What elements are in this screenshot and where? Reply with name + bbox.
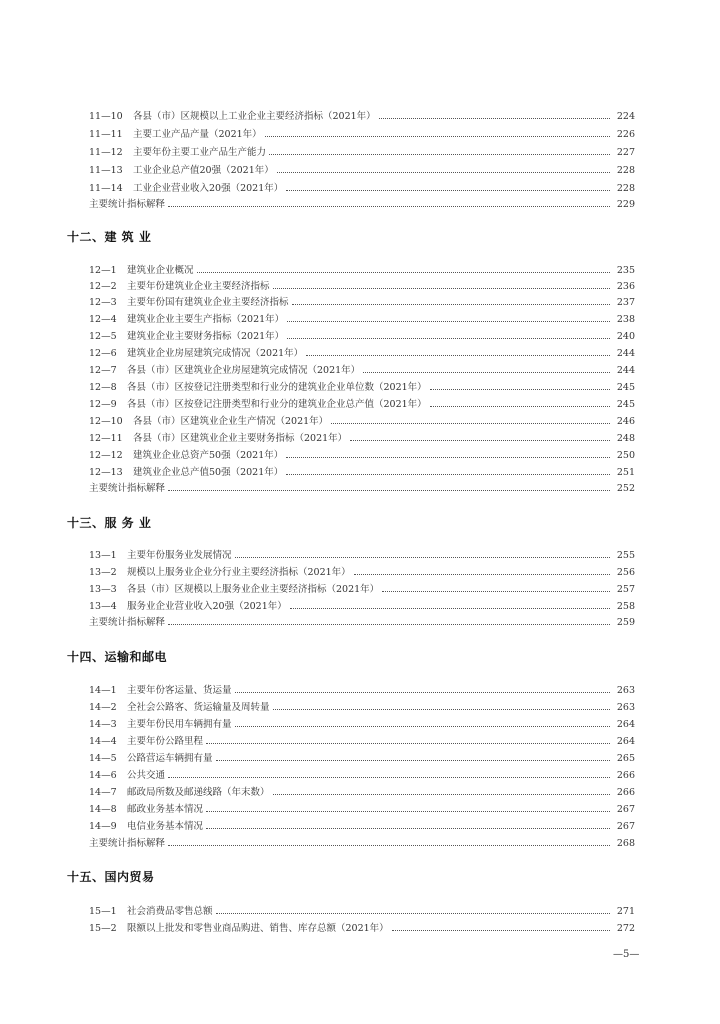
dot-leader (354, 574, 610, 575)
entry-title: 电信业务基本情况 (127, 821, 204, 832)
entry-number: 12—3 (89, 297, 117, 308)
section-heading[interactable]: 十五、国内贸易 (67, 870, 155, 884)
entry-title: 各县（市）区按登记注册类型和行业分的建筑业企业单位数（2021年） (127, 382, 427, 393)
entry-page: 228 (616, 183, 635, 194)
toc-entry-notes[interactable] (89, 833, 635, 849)
entry-number: 12—6 (89, 348, 117, 359)
entry-page: 237 (616, 297, 635, 308)
entry-number: 11—11 (89, 129, 123, 140)
entry-title: 规模以上服务业企业分行业主要经济指标（2021年） (127, 567, 351, 578)
entry-title: 各县（市）区规模以上服务业企业主要经济指标（2021年） (127, 584, 380, 595)
dot-leader (306, 355, 610, 356)
toc-entry[interactable] (89, 377, 635, 393)
entry-title: 主要工业产品产量（2021年） (133, 129, 262, 140)
dot-leader (392, 930, 610, 931)
entry-number: 11—10 (89, 111, 123, 122)
section-heading[interactable]: 十二、建 筑 业 (67, 230, 152, 244)
entry-page: 244 (616, 348, 635, 359)
entry-page: 250 (616, 450, 635, 461)
entry-number: 11—13 (89, 165, 123, 176)
entry-page: 245 (616, 382, 635, 393)
entry-page: 256 (616, 567, 635, 578)
entry-number: 11—12 (89, 147, 123, 158)
entry-number: 14—7 (89, 787, 117, 798)
dot-leader (206, 811, 610, 812)
toc-entry[interactable] (89, 697, 635, 713)
entry-number: 12—13 (89, 467, 123, 478)
entry-title: 建筑业企业总产值50强（2021年） (133, 467, 284, 478)
entry-title: 主要年份客运量、货运量 (127, 685, 232, 696)
entry-page: 268 (616, 838, 635, 849)
dot-leader (168, 777, 610, 778)
entry-number: 14—6 (89, 770, 117, 781)
entry-title: 社会消费品零售总额 (127, 906, 213, 917)
entry-page: 271 (616, 906, 635, 917)
entry-page: 235 (616, 265, 635, 276)
toc-entry[interactable] (89, 462, 635, 478)
dot-leader (430, 389, 610, 390)
entry-number: 14—1 (89, 685, 117, 696)
dot-leader (382, 591, 610, 592)
toc-entry[interactable] (89, 731, 635, 747)
dot-leader (292, 304, 610, 305)
toc-entry[interactable] (89, 918, 635, 934)
entry-page: 263 (616, 685, 635, 696)
section-heading[interactable]: 十四、运输和邮电 (67, 650, 168, 664)
dot-leader (290, 608, 610, 609)
dot-leader (168, 206, 610, 207)
entry-title: 全社会公路客、货运输量及周转量 (127, 702, 270, 713)
entry-page: 255 (616, 550, 635, 561)
entry-number: 13—4 (89, 601, 117, 612)
dot-leader (350, 440, 610, 441)
entry-title: 邮政局所数及邮递线路（年末数） (127, 787, 270, 798)
entry-title: 公路营运车辆拥有量 (127, 753, 213, 764)
toc-entry[interactable] (89, 343, 635, 359)
entry-page: 227 (616, 147, 635, 158)
toc-entry[interactable] (89, 765, 635, 781)
entry-title: 主要年份公路里程 (127, 736, 204, 747)
entry-title: 建筑业企业总资产50强（2021年） (133, 450, 284, 461)
entry-title: 限额以上批发和零售业商品购进、销售、库存总额（2021年） (127, 923, 389, 934)
entry-number: 15—2 (89, 923, 117, 934)
dot-leader (235, 557, 610, 558)
entry-page: 229 (616, 199, 635, 210)
entry-page: 245 (616, 399, 635, 410)
entry-number: 12—7 (89, 365, 117, 376)
entry-title: 各县（市）区按登记注册类型和行业分的建筑业企业总产值（2021年） (127, 399, 427, 410)
entry-page: 265 (616, 753, 635, 764)
entry-page: 228 (616, 165, 635, 176)
toc-entry[interactable] (89, 596, 635, 612)
dot-leader (430, 406, 610, 407)
entry-title: 服务业企业营业收入20强（2021年） (127, 601, 287, 612)
entry-number: 14—2 (89, 702, 117, 713)
entry-number: 12—10 (89, 416, 123, 427)
entry-page: 264 (616, 736, 635, 747)
toc-entry[interactable] (89, 326, 635, 342)
dot-leader (273, 709, 610, 710)
toc-entry[interactable] (89, 816, 635, 832)
entry-title: 工业企业营业收入20强（2021年） (133, 183, 284, 194)
toc-entry[interactable] (89, 901, 635, 917)
dot-leader (273, 288, 610, 289)
entry-title: 建筑业企业主要生产指标（2021年） (127, 314, 285, 325)
toc-entry[interactable] (89, 142, 635, 158)
toc-entry[interactable] (89, 562, 635, 578)
toc-entry[interactable] (89, 411, 635, 427)
toc-entry[interactable] (89, 106, 635, 122)
entry-page: 257 (616, 584, 635, 595)
dot-leader (206, 828, 610, 829)
dot-leader (168, 845, 610, 846)
toc-entry[interactable] (89, 292, 635, 308)
entry-number: 13—2 (89, 567, 117, 578)
entry-number: 12—4 (89, 314, 117, 325)
entry-title: 各县（市）区建筑业企业主要财务指标（2021年） (133, 433, 348, 444)
toc-entry-notes[interactable] (89, 194, 635, 210)
dot-leader (235, 726, 610, 727)
entry-page: 248 (616, 433, 635, 444)
dot-leader (286, 190, 610, 191)
entry-number: 13—1 (89, 550, 117, 561)
entry-title: 建筑业企业房屋建筑完成情况（2021年） (127, 348, 304, 359)
dot-leader (331, 423, 610, 424)
entry-number: 12—5 (89, 331, 117, 342)
toc-entry[interactable] (89, 124, 635, 140)
dot-leader (216, 913, 610, 914)
toc-entry[interactable] (89, 309, 635, 325)
entry-title: 主要年份民用车辆拥有量 (127, 719, 232, 730)
entry-number: 15—1 (89, 906, 117, 917)
entry-title: 公共交通 (127, 770, 166, 781)
entry-number: 14—8 (89, 804, 117, 815)
toc-entry[interactable] (89, 394, 635, 410)
entry-page: 264 (616, 719, 635, 730)
dot-leader (287, 321, 610, 322)
dot-leader (206, 743, 610, 744)
toc-entry[interactable] (89, 714, 635, 730)
toc-entry[interactable] (89, 545, 635, 561)
toc-entry[interactable] (89, 160, 635, 176)
entry-title: 主要年份建筑业企业主要经济指标 (127, 281, 270, 292)
entry-page: 259 (616, 617, 635, 628)
dot-leader (235, 692, 610, 693)
dot-leader (168, 490, 610, 491)
page-number: —5— (613, 949, 640, 960)
entry-title: 各县（市）区规模以上工业企业主要经济指标（2021年） (133, 111, 376, 122)
entry-number: 12—2 (89, 281, 117, 292)
dot-leader (286, 457, 610, 458)
entry-number: 14—5 (89, 753, 117, 764)
dot-leader (379, 118, 610, 119)
entry-title: 邮政业务基本情况 (127, 804, 204, 815)
entry-title: 建筑业企业概况 (127, 265, 194, 276)
entry-title: 主要统计指标解释 (89, 199, 166, 210)
entry-title: 主要统计指标解释 (89, 838, 166, 849)
toc-entry[interactable] (89, 360, 635, 376)
dot-leader (216, 760, 610, 761)
toc-entry[interactable] (89, 748, 635, 764)
dot-leader (363, 372, 610, 373)
entry-page: 224 (616, 111, 635, 122)
dot-leader (269, 154, 610, 155)
entry-title: 主要年份国有建筑业企业主要经济指标 (127, 297, 289, 308)
toc-entry-notes[interactable] (89, 612, 635, 628)
toc-entry[interactable] (89, 445, 635, 461)
toc-entry[interactable] (89, 260, 635, 276)
dot-leader (287, 338, 610, 339)
entry-title: 各县（市）区建筑业企业房屋建筑完成情况（2021年） (127, 365, 361, 376)
toc-entry[interactable] (89, 680, 635, 696)
entry-number: 14—9 (89, 821, 117, 832)
dot-leader (265, 136, 610, 137)
entry-page: 272 (616, 923, 635, 934)
entry-page: 263 (616, 702, 635, 713)
entry-page: 252 (616, 483, 635, 494)
entry-number: 11—14 (89, 183, 123, 194)
entry-page: 244 (616, 365, 635, 376)
entry-title: 工业企业总产值20强（2021年） (133, 165, 274, 176)
entry-page: 266 (616, 770, 635, 781)
entry-title: 各县（市）区建筑业企业生产情况（2021年） (133, 416, 329, 427)
entry-page: 238 (616, 314, 635, 325)
dot-leader (168, 624, 610, 625)
dot-leader (286, 474, 610, 475)
entry-number: 12—9 (89, 399, 117, 410)
toc-entry[interactable] (89, 782, 635, 798)
entry-number: 12—1 (89, 265, 117, 276)
dot-leader (277, 172, 610, 173)
entry-page: 251 (616, 467, 635, 478)
entry-number: 12—12 (89, 450, 123, 461)
entry-page: 236 (616, 281, 635, 292)
entry-title: 主要统计指标解释 (89, 617, 166, 628)
entry-number: 12—8 (89, 382, 117, 393)
toc-entry[interactable] (89, 428, 635, 444)
entry-title: 主要年份主要工业产品生产能力 (133, 147, 267, 158)
section-heading[interactable]: 十三、服 务 业 (67, 516, 152, 530)
toc-entry[interactable] (89, 579, 635, 595)
entry-title: 主要年份服务业发展情况 (127, 550, 232, 561)
entry-number: 13—3 (89, 584, 117, 595)
toc-entry[interactable] (89, 178, 635, 194)
entry-title: 主要统计指标解释 (89, 483, 166, 494)
toc-entry-notes[interactable] (89, 478, 635, 494)
toc-entry[interactable] (89, 799, 635, 815)
entry-page: 226 (616, 129, 635, 140)
entry-number: 14—4 (89, 736, 117, 747)
toc-entry[interactable] (89, 276, 635, 292)
entry-title: 建筑业企业主要财务指标（2021年） (127, 331, 285, 342)
dot-leader (197, 272, 610, 273)
entry-number: 14—3 (89, 719, 117, 730)
entry-page: 267 (616, 821, 635, 832)
dot-leader (273, 794, 610, 795)
entry-page: 258 (616, 601, 635, 612)
entry-page: 266 (616, 787, 635, 798)
entry-number: 12—11 (89, 433, 123, 444)
entry-page: 267 (616, 804, 635, 815)
entry-page: 246 (616, 416, 635, 427)
entry-page: 240 (616, 331, 635, 342)
